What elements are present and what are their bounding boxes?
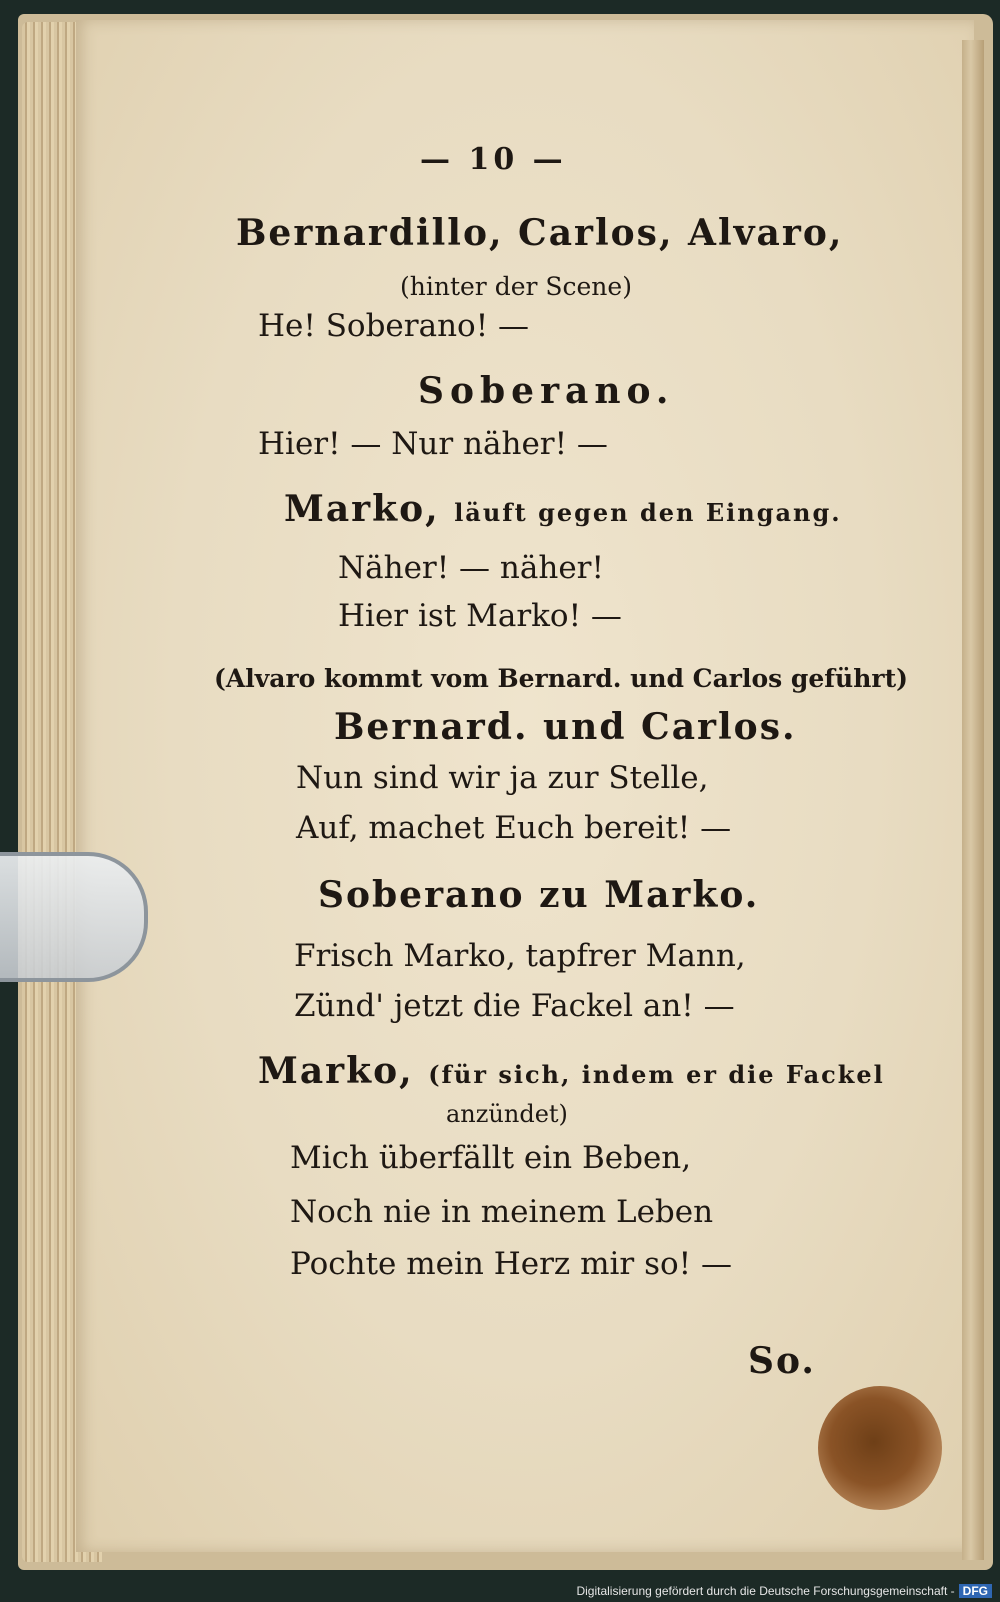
verse-line: Noch nie in meinem Leben — [290, 1194, 714, 1230]
speaker-heading: Bernard. und Carlos. — [334, 706, 797, 748]
speaker-direction: (für sich, indem er die Fackel — [428, 1060, 885, 1089]
speaker-heading: Bernardillo, Carlos, Alvaro, — [236, 212, 844, 254]
speaker-heading — [284, 488, 842, 530]
credit-text: Digitalisierung gefördert durch die Deutsche Forschungsgemeinschaft - — [576, 1584, 955, 1598]
verse-line: Zünd' jetzt die Fackel an! — — [294, 988, 735, 1024]
verse-line: Hier! — Nur näher! — — [258, 426, 608, 462]
stain-mark — [818, 1386, 942, 1510]
verse-line: Pochte mein Herz mir so! — — [290, 1246, 732, 1282]
digitization-credit — [576, 1584, 992, 1598]
speaker-heading: Soberano. — [418, 370, 675, 412]
page-clip — [0, 852, 148, 982]
page-right-edge — [962, 40, 984, 1560]
speaker-name: Marko, — [284, 488, 440, 530]
verse-line: Mich überfällt ein Beben, — [290, 1140, 692, 1176]
verse-line: Auf, machet Euch bereit! — — [296, 810, 732, 846]
speaker-direction: anzündet) — [446, 1100, 568, 1128]
dfg-logo: DFG — [959, 1584, 992, 1598]
stage-direction: (Alvaro kommt vom Bernard. und Carlos geführt) — [214, 664, 908, 693]
catchword: So. — [748, 1340, 816, 1382]
speaker-heading: Soberano zu Marko. — [318, 874, 760, 916]
verse-line: Nun sind wir ja zur Stelle, — [296, 760, 709, 796]
page-number: — 10 — — [420, 142, 567, 177]
verse-line: Näher! — näher! — [338, 550, 604, 586]
speaker-name: Marko, — [258, 1050, 414, 1092]
verse-line: Frisch Marko, tapfrer Mann, — [294, 938, 746, 974]
speaker-heading — [258, 1050, 885, 1092]
verse-line: He! Soberano! — — [258, 308, 530, 344]
speaker-direction: läuft gegen den Eingang. — [454, 498, 842, 527]
stage-direction: (hinter der Scene) — [400, 272, 632, 301]
verse-line: Hier ist Marko! — — [338, 598, 622, 634]
